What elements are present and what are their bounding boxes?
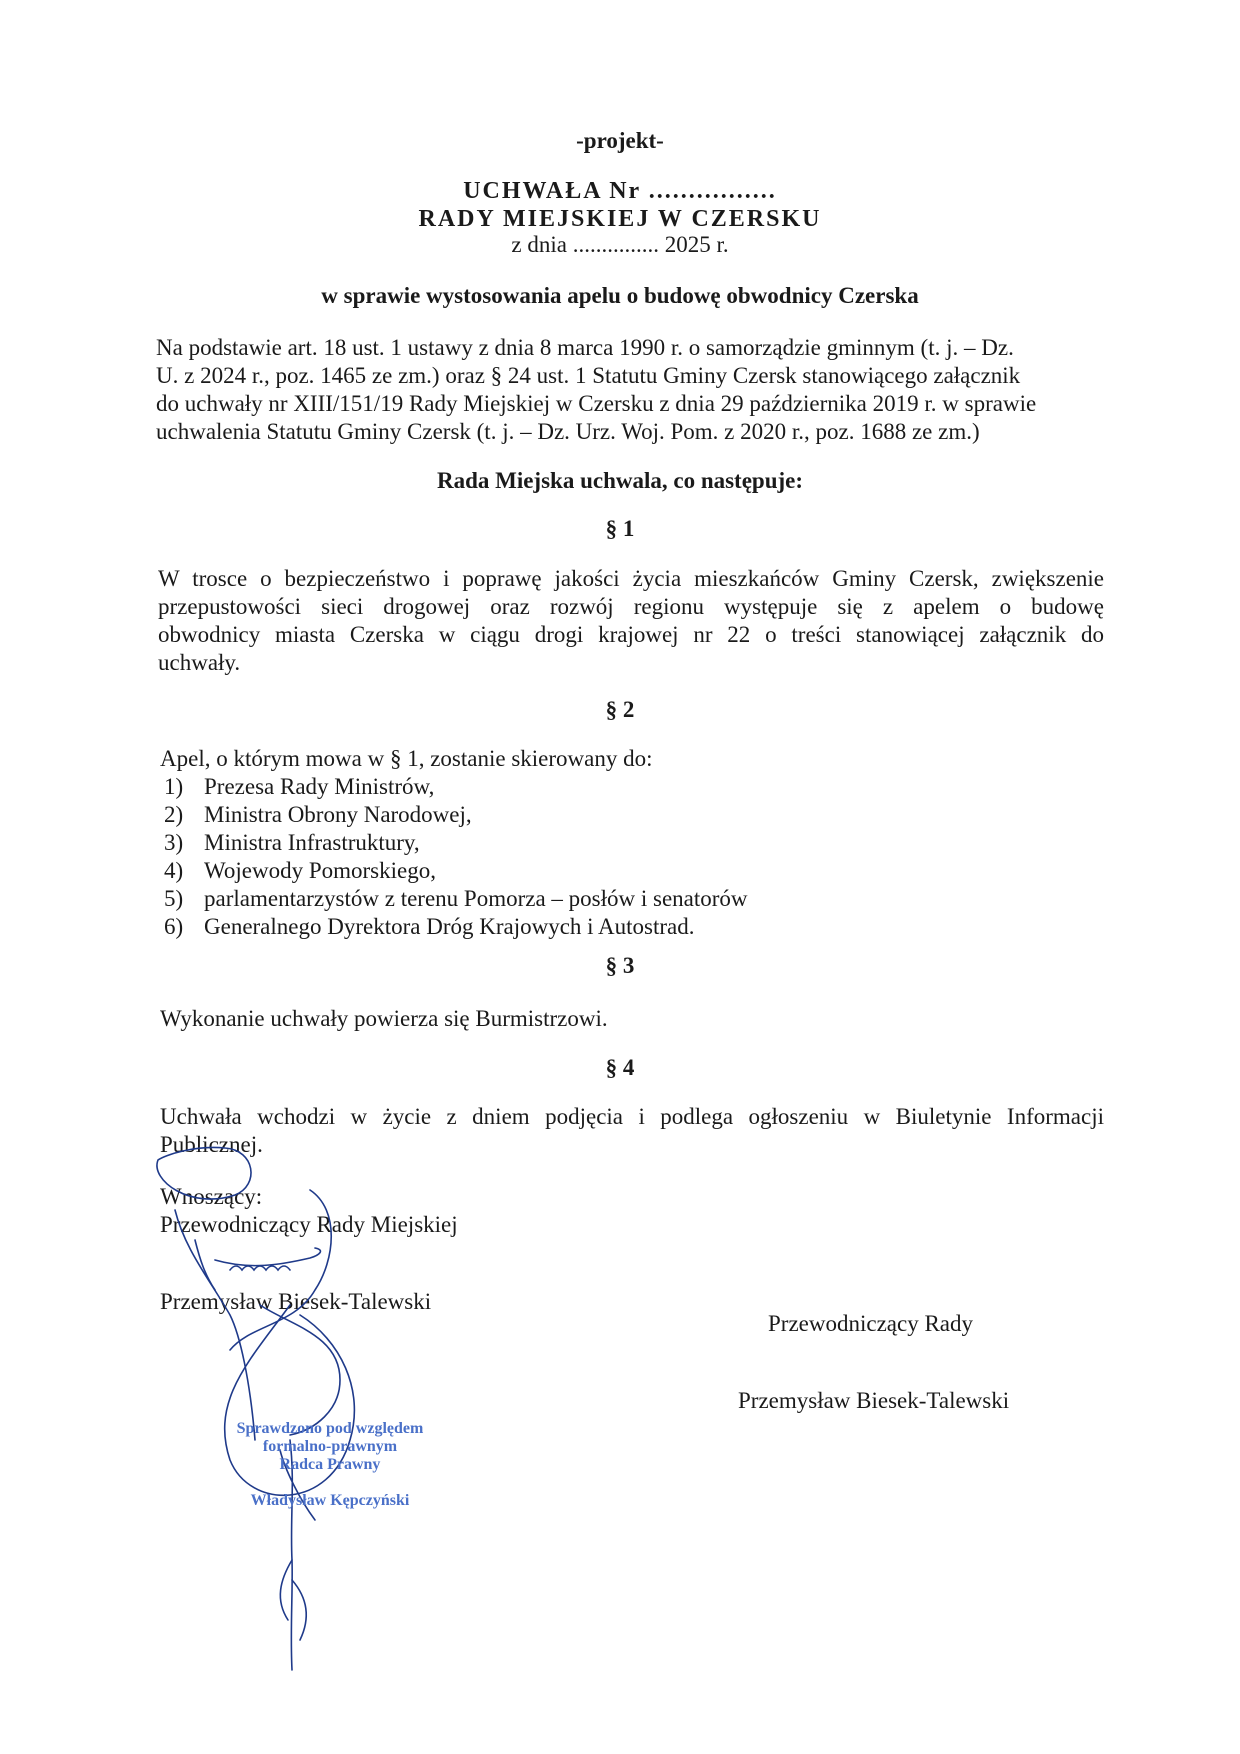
list-text: Ministra Infrastruktury, bbox=[204, 830, 420, 855]
section-4-line: Publicznej. bbox=[160, 1132, 263, 1157]
list-number: 6) bbox=[164, 914, 184, 939]
left-signatory-role: Przewodniczący Rady Miejskiej bbox=[160, 1212, 458, 1237]
section-1-line: uchwały. bbox=[158, 650, 241, 675]
legal-basis-line: uchwalenia Statutu Gminy Czersk (t. j. – Dz. Urz. Woj. Pom. z 2020 r., poz. 1688 ze zm.) bbox=[156, 419, 980, 444]
stamp-line: Sprawdzono pod względem bbox=[236, 1420, 424, 1437]
list-number: 4) bbox=[164, 858, 184, 883]
section-3-heading: § 3 bbox=[605, 953, 635, 978]
section-1-body bbox=[158, 565, 1104, 677]
legal-basis bbox=[156, 334, 1102, 446]
section-1-heading: § 1 bbox=[605, 516, 635, 541]
resolution-subject: w sprawie wystosowania apelu o budowę obwodnicy Czerska bbox=[321, 283, 919, 308]
section-2-heading: § 2 bbox=[605, 697, 635, 722]
resolves-heading: Rada Miejska uchwala, co następuje: bbox=[436, 468, 804, 493]
list-number: 5) bbox=[164, 886, 184, 911]
list-number: 1) bbox=[164, 774, 184, 799]
proposer-label: Wnoszący: bbox=[160, 1184, 263, 1209]
recipient-list bbox=[164, 773, 748, 941]
stamp-line: Radca Prawny bbox=[279, 1456, 381, 1473]
left-signatory-name: Przemysław Biesek-Talewski bbox=[160, 1289, 432, 1314]
list-item bbox=[164, 885, 748, 913]
resolution-title: UCHWAŁA Nr ................ bbox=[463, 178, 777, 204]
stamp-line: Władysław Kępczyński bbox=[250, 1492, 410, 1509]
legal-review-stamp bbox=[205, 1420, 455, 1510]
council-name: RADY MIEJSKIEJ W CZERSKU bbox=[418, 206, 822, 232]
list-item bbox=[164, 913, 748, 941]
right-signatory-name: Przemysław Biesek-Talewski bbox=[738, 1388, 1010, 1413]
list-text: Wojewody Pomorskiego, bbox=[204, 858, 436, 883]
section-1-line: przepustowości sieci drogowej oraz rozwój regionu występuje się z apelem o budowę bbox=[158, 594, 1104, 619]
list-item bbox=[164, 801, 748, 829]
section-4-line: Uchwała wchodzi w życie z dniem podjęcia i podlega ogłoszeniu w Biuletynie Informacji bbox=[160, 1104, 1104, 1129]
legal-basis-line: do uchwały nr XIII/151/19 Rady Miejskiej w Czersku z dnia 29 października 2019 r. w sprawie bbox=[156, 391, 1037, 416]
list-item bbox=[164, 829, 748, 857]
list-text: Prezesa Rady Ministrów, bbox=[204, 774, 435, 799]
section-3-body: Wykonanie uchwały powierza się Burmistrzowi. bbox=[160, 1006, 608, 1031]
list-text: Generalnego Dyrektora Dróg Krajowych i Autostrad. bbox=[204, 914, 695, 939]
resolution-date: z dnia ............... 2025 r. bbox=[511, 232, 729, 257]
list-text: Ministra Obrony Narodowej, bbox=[204, 802, 472, 827]
draft-label: -projekt- bbox=[576, 128, 664, 153]
stamp-line: formalno-prawnym bbox=[262, 1438, 398, 1455]
section-2-intro: Apel, o którym mowa w § 1, zostanie skierowany do: bbox=[160, 746, 653, 771]
section-4-heading: § 4 bbox=[605, 1055, 635, 1080]
list-item bbox=[164, 773, 748, 801]
section-1-line: obwodnicy miasta Czerska w ciągu drogi krajowej nr 22 o treści stanowiącej załącznik do bbox=[158, 622, 1104, 647]
right-signatory-role: Przewodniczący Rady bbox=[768, 1311, 974, 1336]
list-number: 2) bbox=[164, 802, 184, 827]
list-number: 3) bbox=[164, 830, 184, 855]
list-item bbox=[164, 857, 748, 885]
legal-basis-line: Na podstawie art. 18 ust. 1 ustawy z dnia 8 marca 1990 r. o samorządzie gminnym (t. j. – Dz. bbox=[156, 335, 1014, 360]
list-text: parlamentarzystów z terenu Pomorza – posłów i senatorów bbox=[204, 886, 748, 911]
legal-basis-line: U. z 2024 r., poz. 1465 ze zm.) oraz § 24 ust. 1 Statutu Gminy Czersk stanowiącego załącznik bbox=[156, 363, 1021, 388]
section-1-line: W trosce o bezpieczeństwo i poprawę jakości życia mieszkańców Gminy Czersk, zwiększenie bbox=[158, 566, 1104, 591]
